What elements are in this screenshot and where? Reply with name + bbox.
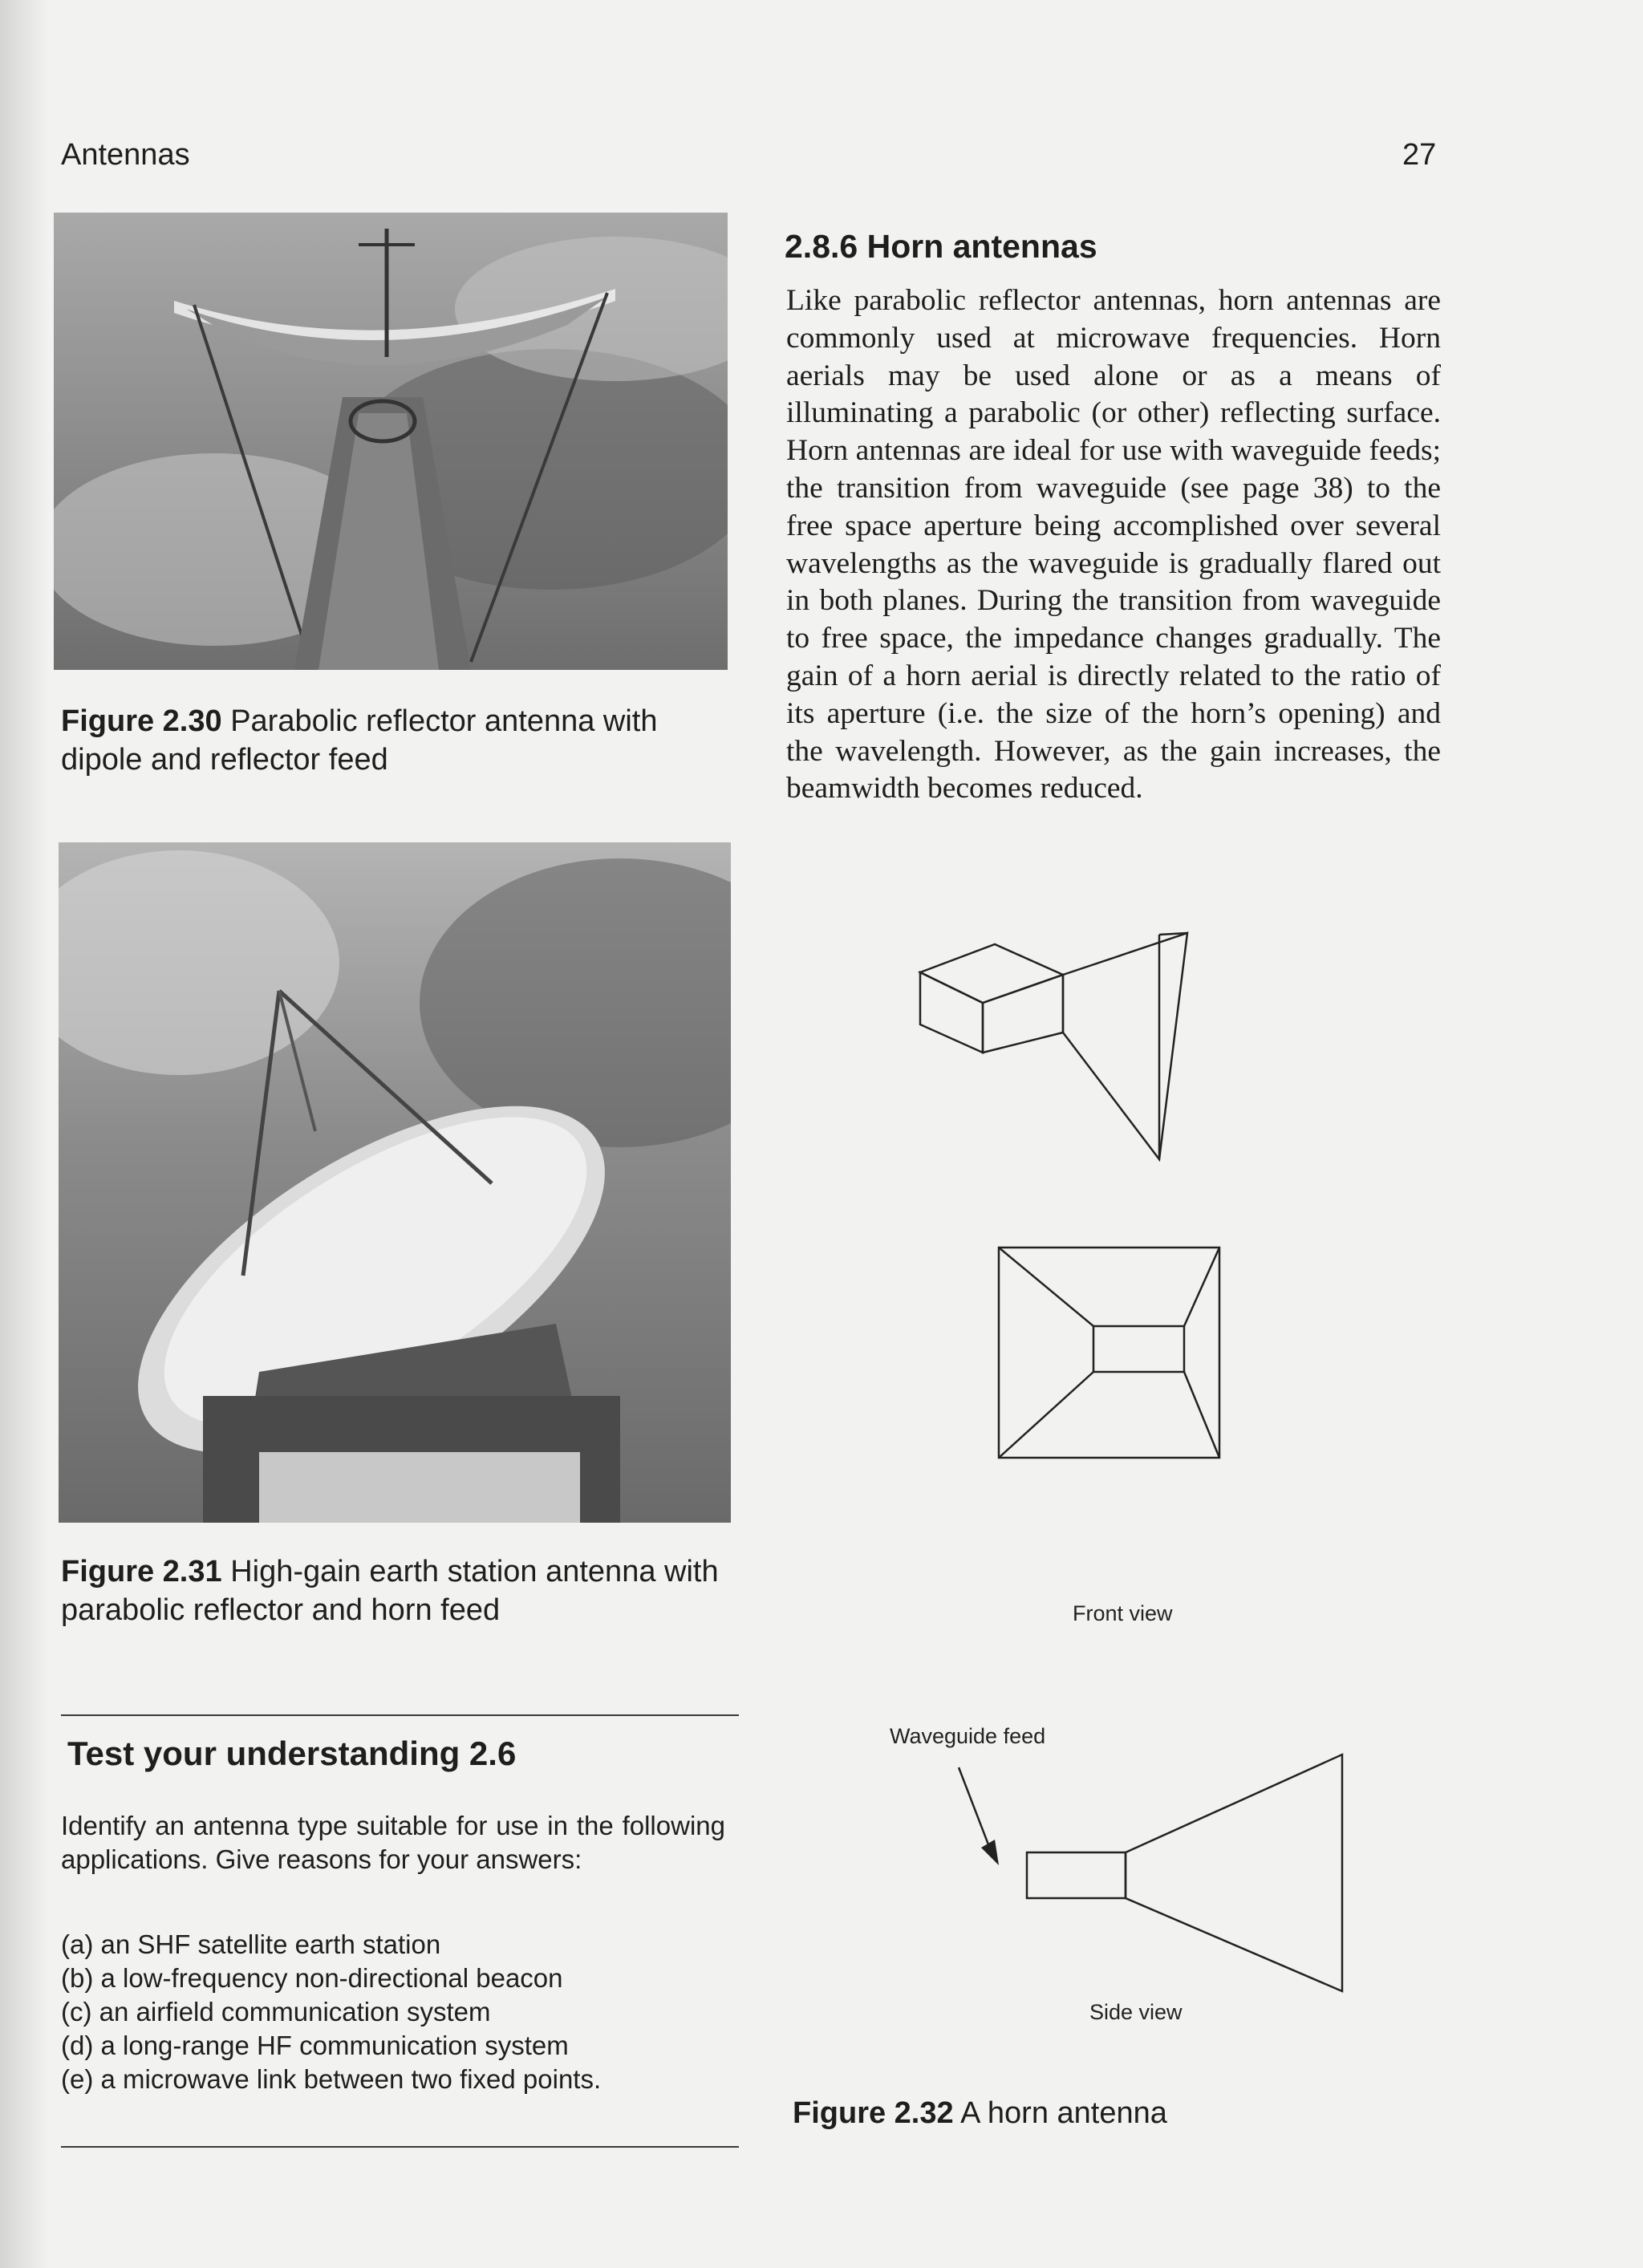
- figure-2-31-label: Figure 2.31: [61, 1555, 222, 1588]
- test-box-list: [61, 1928, 601, 2096]
- figure-2-31-text: High-gain earth station antenna with parabolic reflector and horn feed: [61, 1555, 719, 1627]
- page-number: 27: [1402, 138, 1437, 172]
- list-item: (b) a low-frequency non-directional beacon: [61, 1963, 563, 1993]
- figure-2-30-label: Figure 2.30: [61, 704, 222, 738]
- arrow-head-icon: [981, 1840, 999, 1865]
- front-view-label: Front view: [1073, 1601, 1173, 1625]
- test-box-title: Test your understanding 2.6: [67, 1734, 517, 1772]
- running-title: Antennas: [61, 138, 190, 172]
- side-view-label: Side view: [1089, 2000, 1183, 2024]
- list-item: (c) an airfield communication system: [61, 1997, 491, 2027]
- test-box-intro: Identify an antenna type suitable for use in the following applications. Give reasons for your answers:: [61, 1811, 725, 1874]
- figure-2-32-text: A horn antenna: [960, 2096, 1167, 2130]
- horn-antenna-diagram: [878, 927, 1360, 2026]
- horn-front-view: [999, 1248, 1219, 1458]
- figure-2-32-caption: [793, 2094, 1354, 2132]
- figure-2-31-caption: [61, 1552, 735, 1629]
- section-body: Like parabolic reflector antennas, horn antennas are commonly used at microwave frequencies. Horn aerials may be used alone or as a means of illuminating a parabolic (or other) reflecting surface. Horn antennas are ideal for use with waveguide feeds; the transition from waveguide (see page 38) to the free space aperture being accomplished over several wavelengths as the waveguide is gradually flared out in both planes. During the transition from waveguide to free space, the impedance changes gradually. The gain of a horn aerial is directly related to the ratio of its aperture (i.e. the size of the horn’s opening) and the wavelength. However, as the gain increases, the beamwidth becomes reduced.: [786, 284, 1441, 805]
- figure-2-30-text: Parabolic reflector antenna with dipole and reflector feed: [61, 704, 658, 777]
- parabolic-reflector-photo: [54, 213, 728, 670]
- page-edge-shadow: [0, 0, 48, 2268]
- test-box-bottom-rule: [61, 2146, 739, 2148]
- list-item: (e) a microwave link between two fixed points.: [61, 2064, 602, 2094]
- list-item: (a) an SHF satellite earth station: [61, 1929, 441, 1959]
- earth-station-antenna-photo: [59, 842, 731, 1523]
- test-box-top-rule: [61, 1714, 739, 1716]
- horn-3d-view: [920, 933, 1187, 1159]
- section-title: 2.8.6 Horn antennas: [785, 228, 1097, 265]
- figure-2-32-label: Figure 2.32: [793, 2096, 954, 2130]
- list-item: (d) a long-range HF communication system: [61, 2031, 569, 2060]
- figure-2-30-caption: [61, 702, 735, 779]
- waveguide-feed-label: Waveguide feed: [890, 1724, 1046, 1748]
- horn-side-view: [959, 1755, 1342, 1991]
